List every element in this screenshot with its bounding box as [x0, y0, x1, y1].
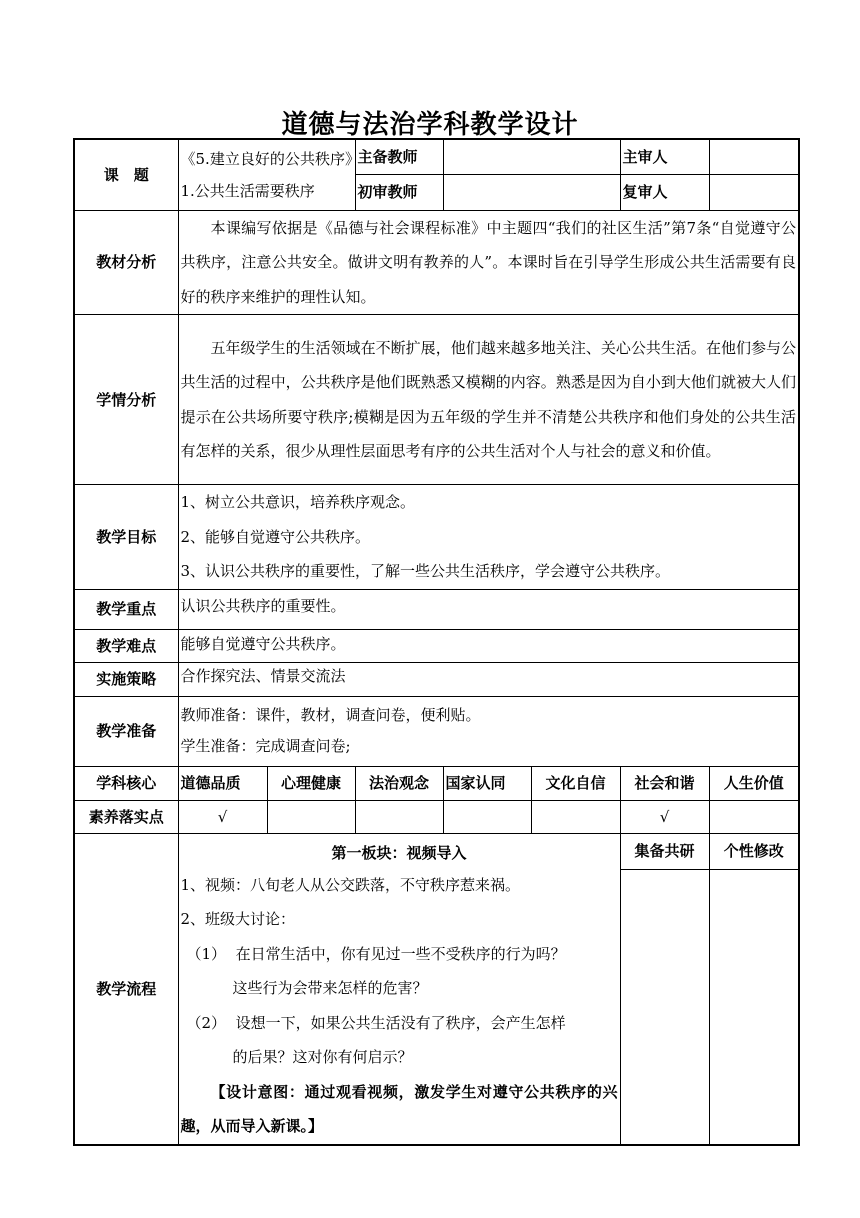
chief-reviewer-value [709, 139, 799, 174]
textbook-analysis-text: 本课编写依据是《品德与社会课程标准》中主题四“我们的社区生活”第7条“自觉遵守公共秩序，注意公共安全。做讲文明有教养的人”。本课时旨在引导学生形成公共生活需要有良好的秩序来维护的理性认知。 [180, 218, 797, 306]
re-reviewer-label: 复审人 [620, 174, 709, 210]
core-mark [709, 800, 799, 833]
goal-item: 1、树立公共意识，培养秩序观念。 [180, 493, 416, 511]
preparation-line: 学生准备：完成调查问卷; [180, 737, 351, 755]
core-label-line1: 学科核心 [74, 766, 178, 800]
core-mark [355, 800, 443, 833]
preparation-label: 教学准备 [74, 696, 178, 766]
chief-reviewer-label: 主审人 [620, 139, 709, 174]
core-mark: √ [620, 800, 709, 833]
core-column-header: 社会和谐 [620, 766, 709, 800]
document-title: 道德与法治学科教学设计 [281, 110, 579, 140]
difficulty-label: 教学难点 [74, 629, 178, 662]
textbook-analysis-label: 教材分析 [74, 210, 178, 315]
learner-analysis-text: 五年级学生的生活领域在不断扩展，他们越来越多地关注、关心公共生活。在他们参与公共生活的过程中，公共秩序是他们既熟悉又模糊的内容。熟悉是因为自小到大他们就被大人们提示在公共场所要守秩序;模糊是因为五年级的学生并不清楚公共秩序和他们身处的公共生活有怎样的关系，很少从理性层面思考有序的公共生活对个人与社会的意义和价值。 [180, 338, 797, 460]
first-reviewer-label: 初审教师 [355, 174, 443, 210]
preparation-line: 教师准备：课件，教材，调查问卷，便利贴。 [180, 706, 481, 724]
core-mark [531, 800, 620, 833]
first-reviewer-value [443, 174, 620, 210]
prep-teacher-label: 主备教师 [355, 139, 443, 174]
key-point-label: 教学重点 [74, 589, 178, 629]
question-number: （2） [186, 1013, 227, 1032]
topic-value: 《5.建立良好的公共秩序》1.公共生活需要秩序 [178, 139, 355, 210]
flow-label: 教学流程 [74, 833, 178, 1145]
collab-cell [620, 870, 709, 1145]
core-column-header: 道德品质 [178, 766, 267, 800]
flow-question-2-cont: 的后果？这对你有何启示？ [232, 1048, 413, 1066]
difficulty-text: 能够自觉遵守公共秩序。 [178, 629, 799, 662]
goal-item: 3、认识公共秩序的重要性，了解一些公共生活秩序，学会遵守公共秩序。 [180, 562, 671, 580]
lesson-plan-table [73, 138, 800, 1146]
flow-item: 2、班级大讨论： [180, 910, 296, 928]
flow-item: 1、视频：八旬老人从公交跌落，不守秩序惹来祸。 [180, 875, 521, 894]
question-number: （1） [186, 944, 227, 963]
flow-question-1 [181, 937, 618, 972]
core-mark: √ [178, 800, 267, 833]
flow-content [178, 833, 620, 1145]
core-mark [267, 800, 355, 833]
strategy-text: 合作探究法、情景交流法 [178, 662, 799, 696]
strategy-label: 实施策略 [74, 662, 178, 696]
re-reviewer-value [709, 174, 799, 210]
core-column-header: 心理健康 [267, 766, 355, 800]
flow-question-1-cont: 这些行为会带来怎样的危害？ [232, 979, 428, 997]
core-label-line2: 素养落实点 [74, 800, 178, 833]
flow-question-2 [181, 1006, 618, 1041]
prep-teacher-value [443, 139, 620, 174]
flow-section-title: 第一板块：视频导入 [331, 843, 467, 862]
learner-analysis-label: 学情分析 [74, 315, 178, 485]
personal-label: 个性修改 [709, 833, 799, 870]
core-column-header: 人生价值 [709, 766, 799, 800]
core-mark [443, 800, 531, 833]
design-intent: 【设计意图：通过观看视频，激发学生对遵守公共秩序的兴趣，从而导入新课。】 [180, 1082, 618, 1135]
goals-label: 教学目标 [74, 485, 178, 590]
core-column-header: 国家认同 [443, 766, 531, 800]
topic-label: 课 题 [74, 139, 178, 210]
question-text: 设想一下，如果公共生活没有了秩序，会产生怎样 [235, 1013, 566, 1032]
collab-label: 集备共研 [620, 833, 709, 870]
question-text: 在日常生活中，你有见过一些不受秩序的行为吗？ [235, 944, 566, 963]
core-column-header: 法治观念 [355, 766, 443, 800]
goal-item: 2、能够自觉遵守公共秩序。 [180, 527, 371, 546]
key-point-text: 认识公共秩序的重要性。 [178, 589, 799, 629]
core-column-header: 文化自信 [531, 766, 620, 800]
personal-cell [709, 870, 799, 1145]
